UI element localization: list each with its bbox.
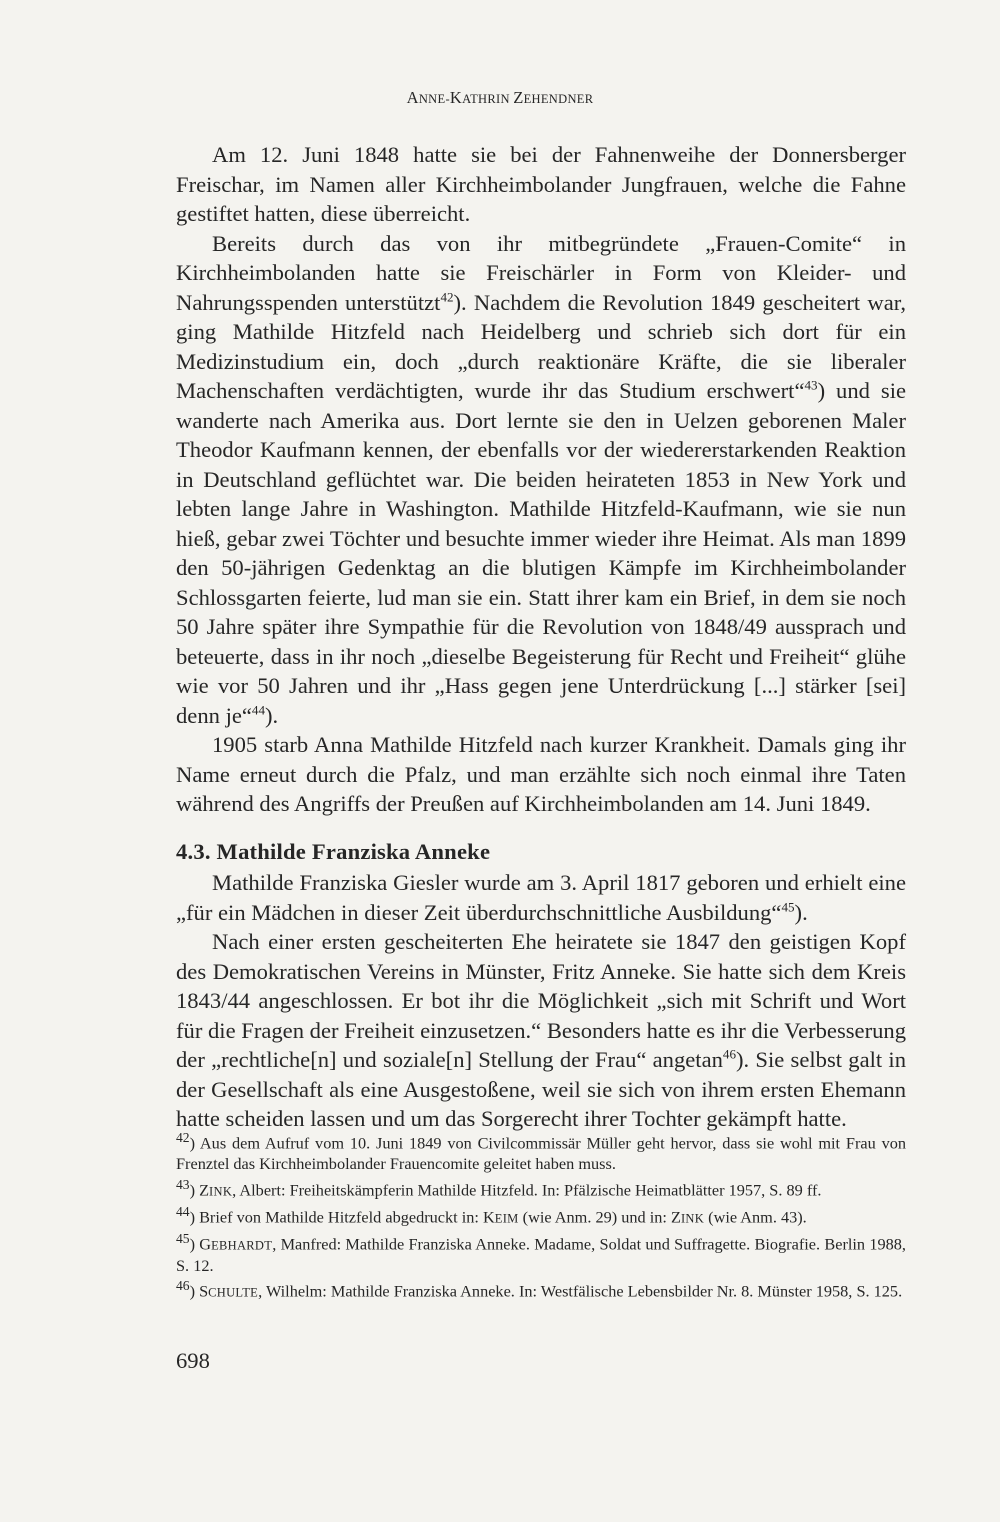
paragraph-text: Nach einer ersten gescheiterten Ehe heiratete sie 1847 den geistigen Kopf des Demokratischen Vereins in Münster, Fritz Anneke. Sie hatte sich dem Kreis 1843/44 angeschlossen. Er bot ihr die Möglichkeit „sich mit Schrift und Wort für die Fragen der Freiheit einzusetzen.“ Besonders hatte es ihr die Verbesserung der „rechtliche[n] und soziale[n] Stellung der Frau“ angetan <box>176 929 906 1072</box>
running-head-text: Z <box>513 88 524 107</box>
author-name: INK <box>209 1184 233 1199</box>
author-name: K <box>483 1207 495 1227</box>
footnote <box>176 1276 906 1303</box>
paragraph-text: ). Sie selbst galt in der Gesellschaft als eine Ausgestoßene, weil sie sich von ihrem ersten Ehemann hatte scheiden lassen und um das Sorgerecht ihrer Tochter gekämpft hatte. <box>176 1047 906 1131</box>
author-name: EBHARDT <box>211 1238 273 1253</box>
paragraph <box>176 229 906 731</box>
author-name: Z <box>199 1180 210 1200</box>
footnote-text: ) <box>189 1180 200 1200</box>
author-name: EIM <box>494 1211 519 1226</box>
footnote <box>176 1229 906 1277</box>
footnotes <box>176 1128 906 1303</box>
footnote-text: , Albert: Freiheitskämpferin Mathilde Hitzfeld. In: Pfälzische Heimatblätter 1957, S. 89 ff. <box>232 1180 822 1200</box>
footnote-number: 43 <box>176 1176 190 1192</box>
footnote <box>176 1202 906 1229</box>
footnote-ref: 43 <box>804 377 818 393</box>
footnote <box>176 1175 906 1202</box>
footnote-text: ) <box>189 1281 200 1301</box>
running-head-text: A <box>406 88 419 107</box>
author-name: CHULTE <box>208 1285 259 1300</box>
author-name: S <box>199 1281 209 1301</box>
author-name: Z <box>671 1207 681 1227</box>
page-number: 698 <box>176 1348 210 1373</box>
footnote-number: 42 <box>176 1130 190 1145</box>
paragraph-text: ). <box>794 899 808 925</box>
paragraph-text: ) und sie wanderte nach Amerika aus. Dort lernte sie den in Uelzen geborenen Maler Theodor Kaufmann kennen, der ebenfalls vor der wiedererstarkenden Reaktion in Deutschland geflüchtet war. Die beiden heirateten 1853 in New York und lebten lange Jahre in Washington. Mathilde Hitzfeld-Kaufmann, wie sie nun hieß, gebar zwei Töchter und besuchte immer wieder ihre Heimat. Als man 1899 den 50-jährigen Gedenktag an die blutigen Kämpfe im Kirchheimbolander Schlossgarten feierte, lud man sie ein. Statt ihrer kam ein Brief, in dem sie noch 50 Jahre später ihre Sympathie für die Revolution von 1848/49 aussprach und beteuerte, dass in ihr noch „dieselbe Begeisterung für Recht und Freiheit“ glühe wie vor 50 Jahren und ihr „Hass gegen jene Unterdrückung [...] stärker [sei] denn je“ <box>176 378 907 728</box>
footnote-ref: 42 <box>440 288 454 304</box>
footnote-ref: 46 <box>722 1046 736 1062</box>
running-head <box>0 88 1000 108</box>
footnote <box>176 1128 906 1175</box>
author-name: INK <box>680 1211 705 1226</box>
footnote-number: 44 <box>176 1203 190 1219</box>
footnote-text: ) Brief von Mathilde Hitzfeld abgedruckt in: <box>189 1207 484 1227</box>
running-head-text: NNE- <box>418 92 450 106</box>
footnote-text: , Wilhelm: Mathilde Franziska Anneke. In: Westfälische Lebensbilder Nr. 8. Münster 1958, S. 125. <box>258 1281 903 1301</box>
running-head-text: K <box>449 88 463 107</box>
paragraph-text: Mathilde Franziska Giesler wurde am 3. April 1817 geboren und erhielt eine „für ein Mädchen in dieser Zeit überdurchschnittliche Ausbildung“ <box>176 870 906 925</box>
footnote-text: ) <box>189 1234 200 1254</box>
footnote-text: , Manfred: Mathilde Franziska Anneke. Madame, Soldat und Suffragette. Biografie. Berlin 1988, S. 12. <box>176 1234 906 1275</box>
running-head-text: EHENDNER <box>523 92 594 106</box>
paragraph <box>176 868 906 927</box>
running-head-text: ATHRIN <box>462 92 514 106</box>
footnote-text: (wie Anm. 29) und in: <box>518 1207 672 1227</box>
paragraph-text: Bereits durch das von ihr mitbegründete „Frauen-Comite“ in Kirchheimbolanden hatte sie Freischärler in Form von Kleider- und Nahrungsspenden unterstützt <box>176 230 906 315</box>
paragraph-text: ). <box>265 702 279 728</box>
footnote-ref: 44 <box>251 701 265 717</box>
footnote-number: 45 <box>176 1230 190 1246</box>
paragraph <box>176 927 906 1134</box>
footnote-ref: 45 <box>781 898 795 914</box>
footnote-text: ) Aus dem Aufruf vom 10. Juni 1849 von Civilcommissär Müller geht hervor, dass sie wohl mit Frau von Frenztel das Kirchheimbolander Frauencomite geleitet haben muss. <box>176 1133 906 1174</box>
paragraph-text: ). Nachdem die Revolution 1849 gescheitert war, ging Mathilde Hitzfeld nach Heidelberg und schrieb sich dort für ein Medizinstudium ein, doch „durch reaktionäre Kräfte, die sie liberaler Machenschaften verdächtigten, wurde ihr das Studium erschwert“ <box>176 289 906 403</box>
footnote-number: 46 <box>176 1278 190 1294</box>
section-heading: 4.3. Mathilde Franziska Anneke <box>176 838 491 864</box>
body-text <box>176 140 906 1134</box>
paragraph: Am 12. Juni 1848 hatte sie bei der Fahnenweihe der Donnersberger Freischar, im Namen aller Kirchheimbolander Jungfrauen, welche die Fahne gestiftet hatten, diese überreicht. <box>176 142 906 226</box>
paragraph: 1905 starb Anna Mathilde Hitzfeld nach kurzer Krankheit. Damals ging ihr Name erneut durch die Pfalz, und man erzählte sich noch einmal ihre Taten während des Angriffs der Preußen auf Kirchheimbolanden am 14. Juni 1849. <box>176 732 906 816</box>
author-name: G <box>199 1234 212 1254</box>
footnote-text: (wie Anm. 43). <box>704 1207 807 1227</box>
